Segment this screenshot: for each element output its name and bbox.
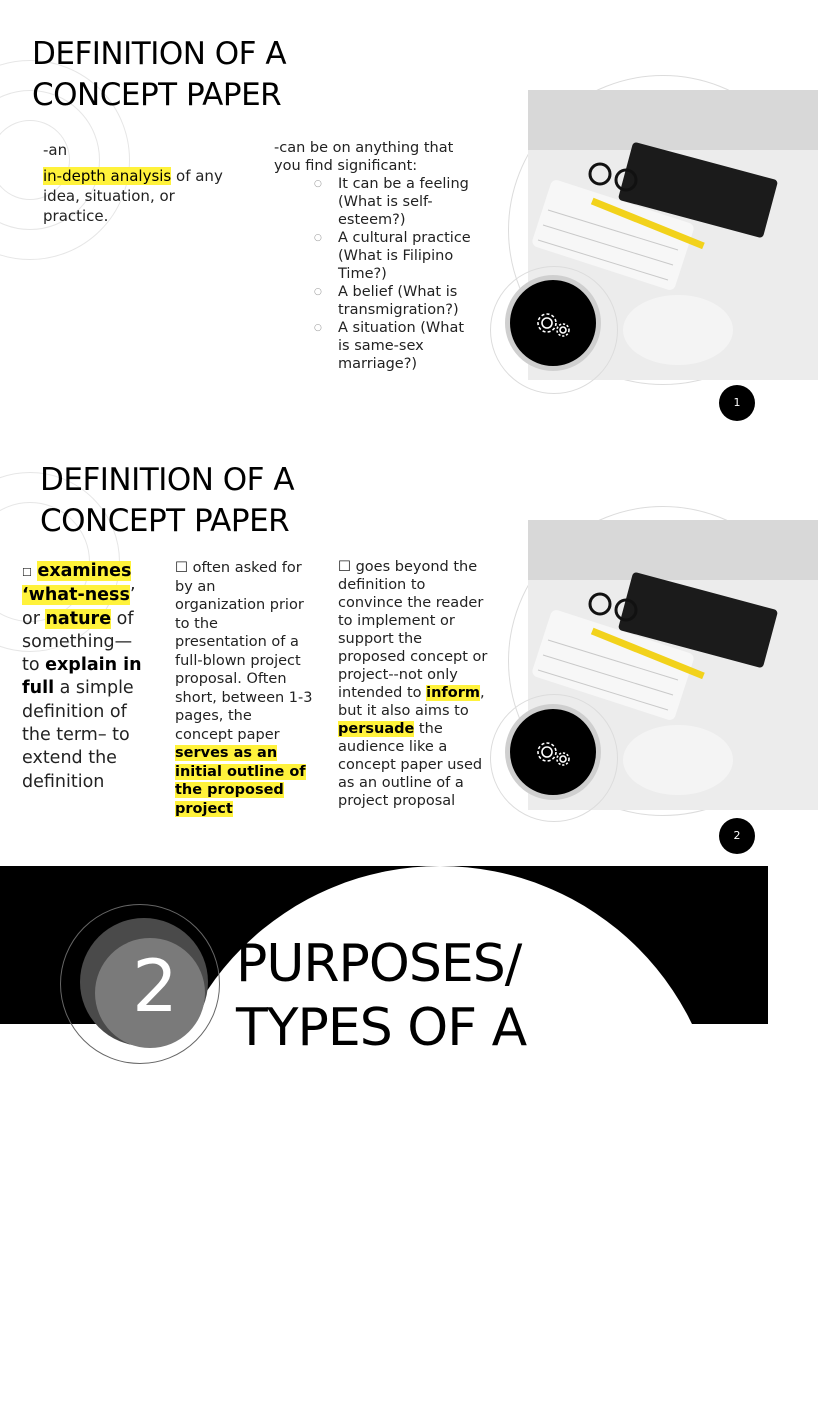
left-definition: -an in-depth analysis of any idea, situation, or practice. [43, 141, 223, 225]
slide-title: DEFINITION OF A CONCEPT PAPER [40, 462, 295, 539]
slide-2 [0, 432, 768, 866]
list-item: ○ A belief (What is transmigration?) [274, 283, 504, 319]
right-definition: -can be on anything that you find significant: ○ It can be a feeling (What is self- esteem?) ○ A cultural practice (What is Filipino Time?) ○ A belief (What is transmigration?) ○ A situation (What is same-sex marriage?) [274, 139, 504, 373]
section-title: PURPOSES/ TYPES OF A [236, 934, 527, 1058]
gears-badge [505, 275, 601, 371]
gears-icon [534, 310, 574, 340]
list-item: ○ A cultural practice (What is Filipino Time?) [274, 229, 504, 283]
slide-title: DEFINITION OF A CONCEPT PAPER [32, 36, 287, 113]
list-item: ○ A situation (What is same-sex marriage?) [274, 319, 504, 373]
page-number: 2 [719, 818, 755, 854]
column-goes-beyond: ☐ goes beyond the definition to convince the reader to implement or support the proposed concept or project--not only intended to inform, but it also aims to persuade the audience like a concept paper used as an outline of a project proposal [338, 559, 488, 809]
column-often-asked: ☐ often asked for by an organization prior to the presentation of a full-blown project proposal. Often short, between 1-3 pages, the concept paper serves as an initial outline of the proposed project [175, 560, 313, 817]
list-item: ○ It can be a feeling (What is self- esteem?) [274, 175, 504, 229]
gears-badge [505, 704, 601, 800]
section-number: 2 [132, 944, 178, 1028]
bullet-list [274, 175, 504, 373]
page-number: 1 [719, 385, 755, 421]
gears-icon [534, 739, 574, 769]
slide-3 [0, 866, 768, 1058]
column-examines: ☐ examines ‘what-ness’ or nature of something— to explain in full a simple definition of the term– to extend the definition [22, 561, 142, 792]
slide-1 [0, 0, 768, 432]
